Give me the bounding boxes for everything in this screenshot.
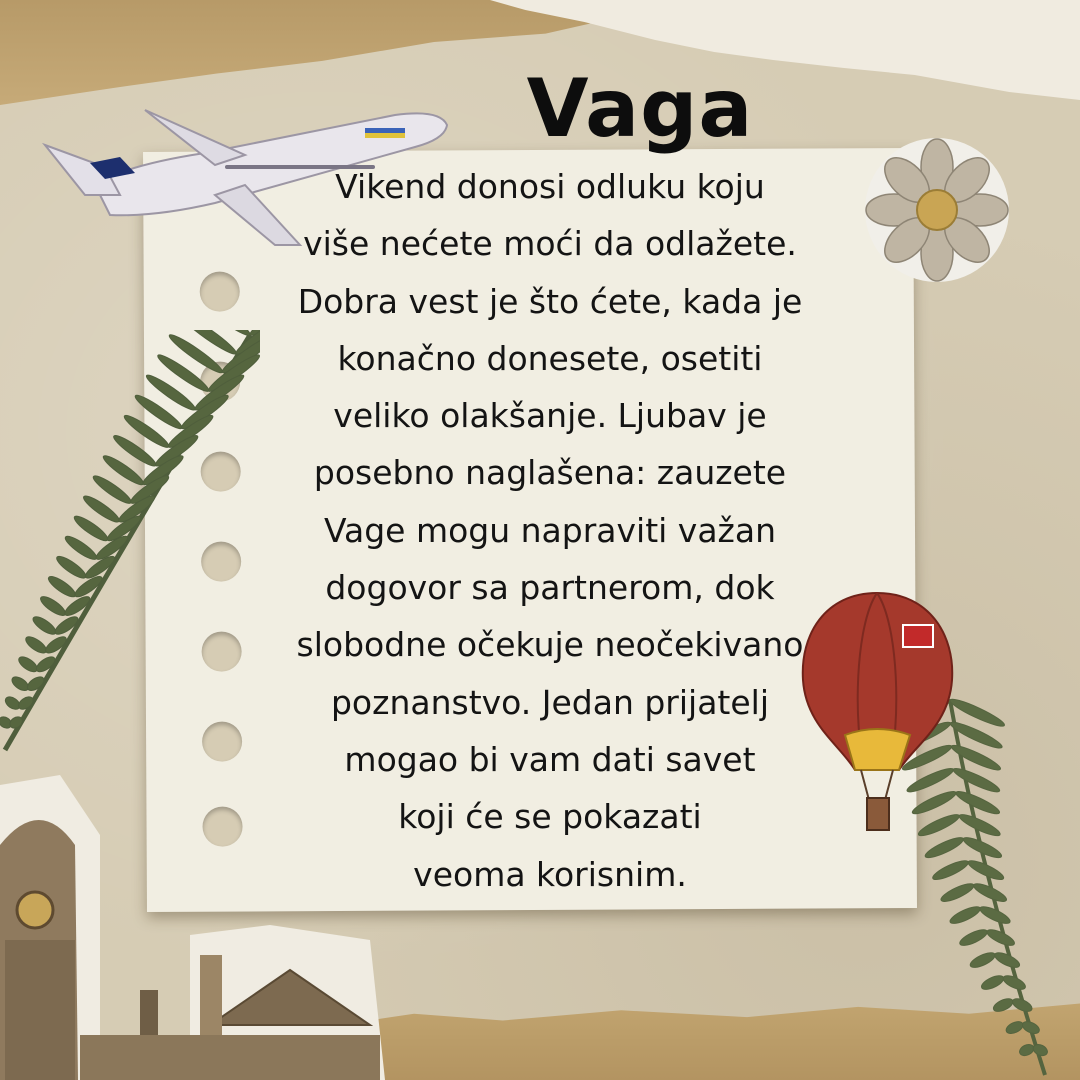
fern-icon xyxy=(0,330,260,760)
fern-leaflet xyxy=(31,614,59,638)
fern-leaflet xyxy=(25,674,46,693)
daisy-icon xyxy=(862,135,1012,285)
text-line: više nećete moći da odlažete. xyxy=(303,224,797,264)
fern-leaflet xyxy=(992,996,1015,1014)
fern-leaflet xyxy=(939,880,976,904)
fern-leaflet xyxy=(10,674,31,693)
fern-leaflet xyxy=(931,857,971,883)
text-line: mogao bi vam dati savet xyxy=(344,739,756,779)
fern-leaflet xyxy=(1021,1019,1042,1036)
page-title: Vaga xyxy=(526,62,754,155)
text-line: Vikend donosi odluku koju xyxy=(335,167,765,206)
text-line: poznanstvo. Jedan prijatelj xyxy=(330,682,770,722)
fern-leaflet xyxy=(16,694,35,711)
text-line: veoma korisnim. xyxy=(413,854,687,894)
fern-leaflet xyxy=(16,654,39,675)
fern-leaflet xyxy=(63,533,100,563)
text-line: dogovor sa partnerom, dok xyxy=(325,568,775,608)
text-line: slobodne očekuje neočekivano xyxy=(296,625,804,665)
text-line: posebno naglašena: zauzete xyxy=(313,453,787,493)
fern-leaflet xyxy=(980,973,1006,992)
text-line: Dobra vest je što ćete, kada je xyxy=(297,281,803,321)
fern-leaflet xyxy=(958,927,989,949)
fern-leaflet xyxy=(1018,1042,1036,1057)
text-line: koji će se pokazati xyxy=(398,797,702,837)
text-line: Vage mogu napraviti važan xyxy=(323,510,777,550)
fern-leaflet xyxy=(968,950,997,970)
fern-leaflet xyxy=(1004,1019,1025,1036)
fern-leaflet xyxy=(23,634,49,656)
text-line: veliko olakšanje. Ljubav je xyxy=(333,396,767,436)
fern-leaflet xyxy=(954,788,1002,817)
horoscope-text xyxy=(230,158,870,903)
text-line: konačno donesete, osetiti xyxy=(337,338,763,378)
fern-leaflet xyxy=(46,573,78,600)
fern-leaflet xyxy=(948,904,982,927)
fern-leaflet xyxy=(54,553,88,581)
fern-leaflet xyxy=(38,593,68,618)
